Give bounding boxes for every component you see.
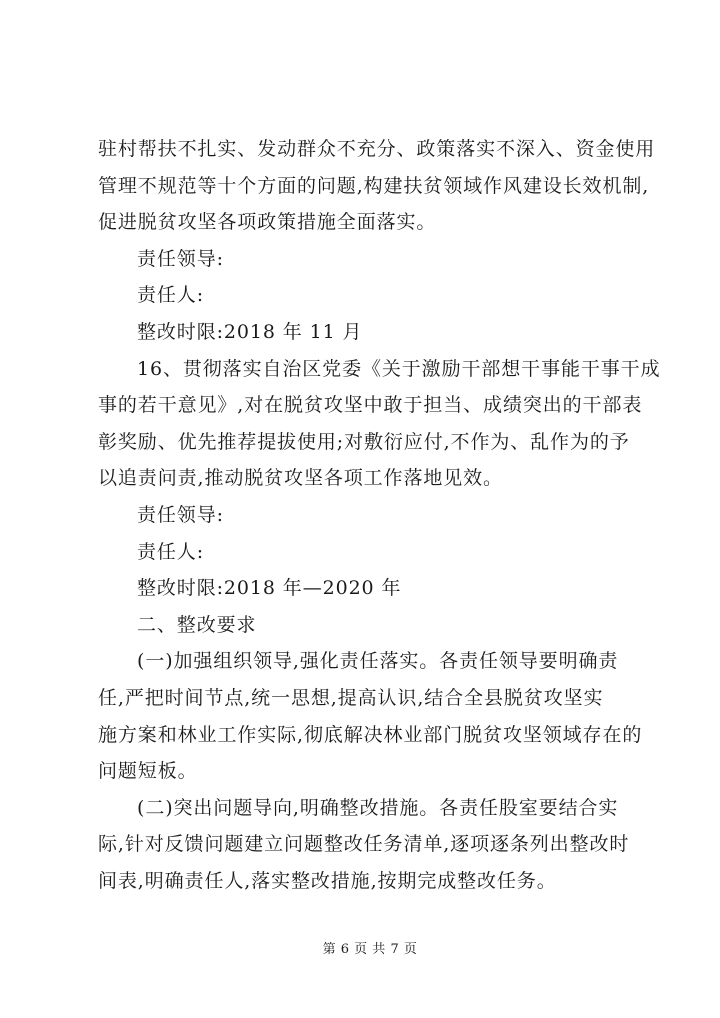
text-line: 管理不规范等十个方面的问题,构建扶贫领域作风建设长效机制,	[98, 174, 650, 197]
text-line: 16、贯彻落实自治区党委《关于激励干部想干事能干事干成	[137, 357, 661, 380]
text-line: 间表,明确责任人,落实整改措施,按期完成整改任务。	[98, 869, 557, 892]
text-line: 整改时限:2018 年 11 月	[137, 320, 363, 343]
paragraph	[98, 241, 678, 278]
text-line: 事的若干意见》,对在脱贫攻坚中敢于担当、成绩突出的干部表	[98, 394, 643, 417]
text-line: 问题短板。	[98, 760, 198, 783]
text-line: 彰奖励、优先推荐提拔使用;对敷衍应付,不作为、乱作为的予	[98, 430, 630, 453]
text-line: 责任领导:	[137, 247, 224, 270]
paragraph	[98, 497, 678, 534]
paragraph	[98, 570, 678, 607]
text-line: 责任人:	[137, 284, 205, 307]
text-line: 责任人:	[137, 540, 205, 563]
paragraph	[98, 314, 678, 351]
text-line: (一)加强组织领导,强化责任落实。各责任领导要明确责	[137, 650, 619, 673]
text-line: 促进脱贫攻坚各项政策措施全面落实。	[98, 211, 437, 234]
paragraph	[98, 607, 678, 644]
text-line: 任,严把时间节点,统一思想,提高认识,结合全县脱贫攻坚实	[98, 686, 604, 709]
document-body	[98, 131, 678, 899]
paragraph	[98, 534, 678, 571]
text-line: 际,针对反馈问题建立问题整改任务清单,逐项逐条列出整改时	[98, 833, 630, 856]
text-line: 整改时限:2018 年—2020 年	[137, 577, 402, 600]
paragraph	[98, 790, 678, 900]
text-line: 施方案和林业工作实际,彻底解决林业部门脱贫攻坚领域存在的	[98, 723, 643, 746]
paragraph	[98, 351, 678, 497]
text-line: 责任领导:	[137, 503, 224, 526]
text-line: 二、整改要求	[137, 613, 257, 636]
text-line: (二)突出问题导向,明确整改措施。各责任股室要结合实	[137, 796, 619, 819]
text-line: 驻村帮扶不扎实、发动群众不充分、政策落实不深入、资金使用	[98, 138, 656, 160]
page-footer: 第 6 页 共 7 页	[322, 942, 418, 957]
paragraph	[98, 277, 678, 314]
paragraph	[98, 643, 678, 789]
paragraph	[98, 131, 678, 241]
text-line: 以追责问责,推动脱贫攻坚各项工作落地见效。	[98, 467, 503, 490]
